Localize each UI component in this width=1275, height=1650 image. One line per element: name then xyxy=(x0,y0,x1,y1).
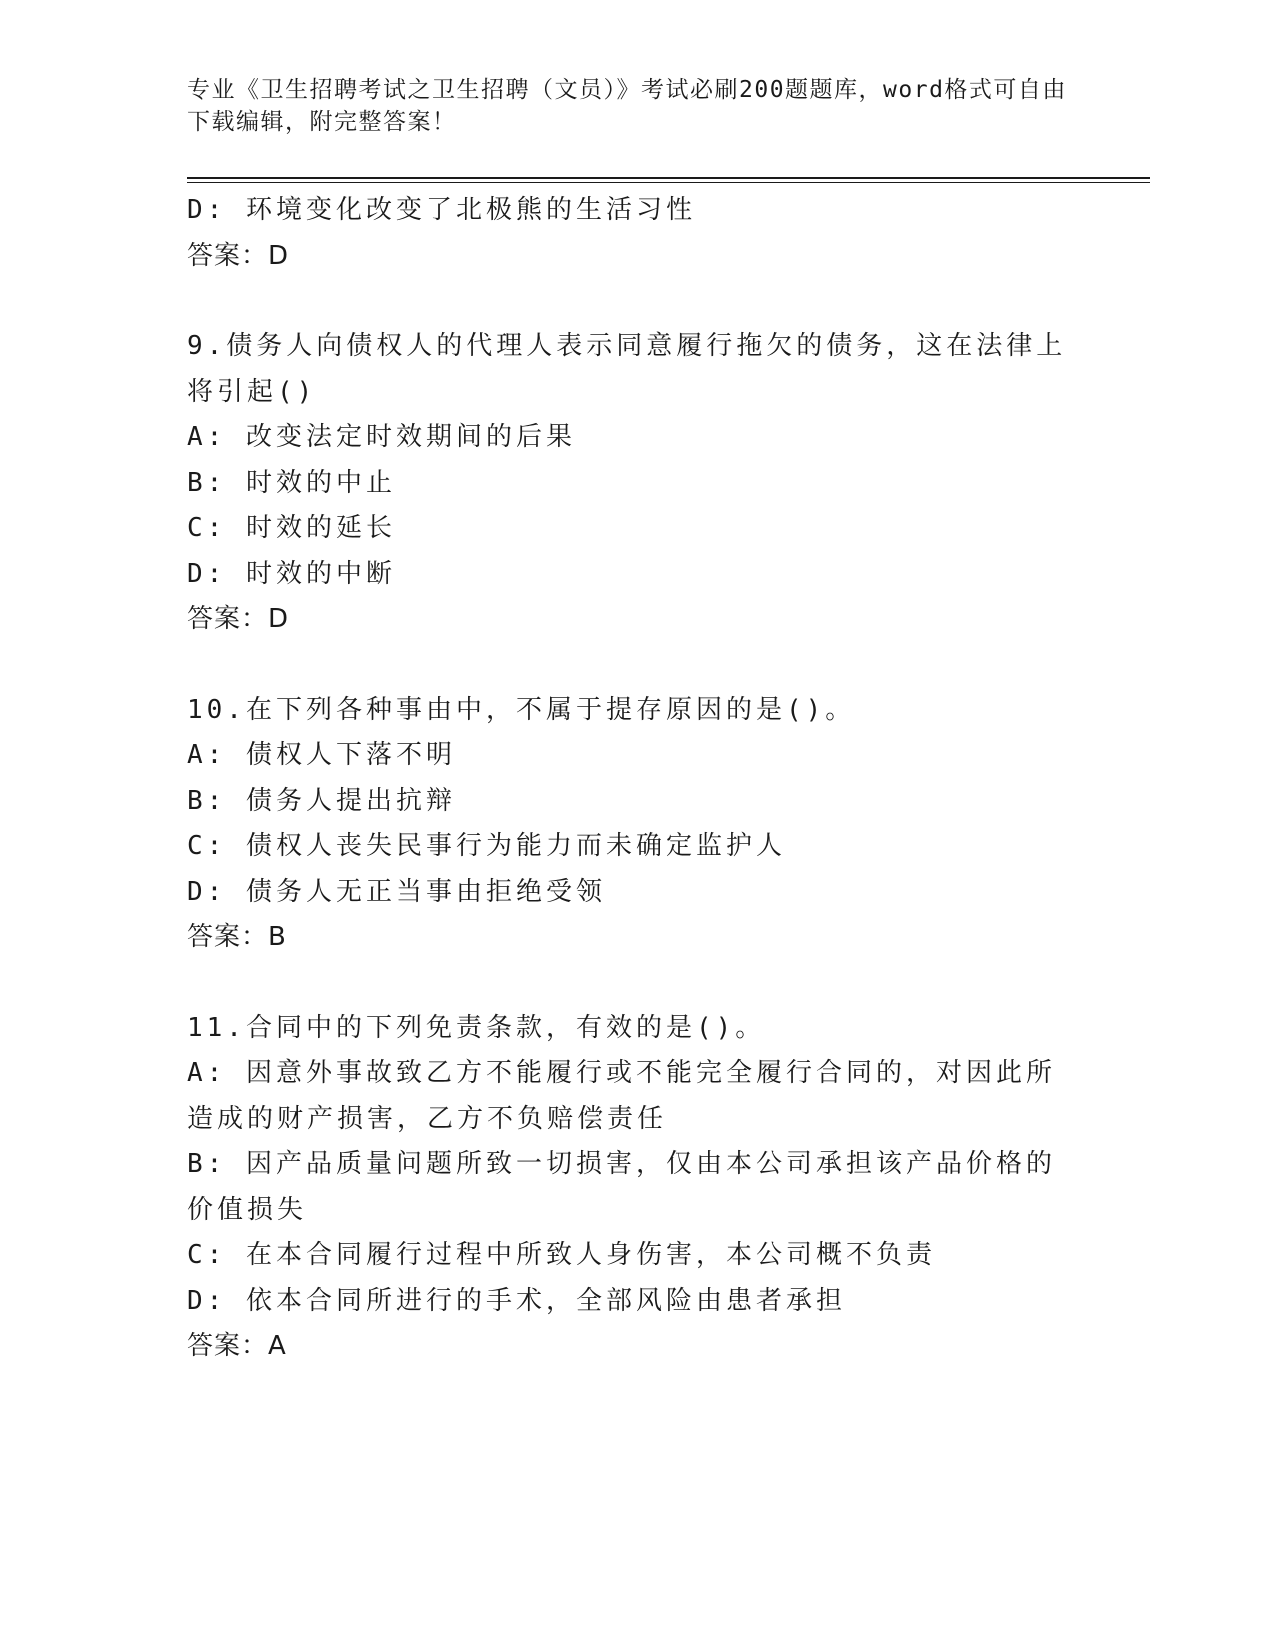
answer: 答案：D xyxy=(187,240,290,271)
option-b: B: 债务人提出抗辩 xyxy=(187,785,456,816)
document-header xyxy=(187,74,1067,138)
header-divider-thin xyxy=(187,182,1150,183)
question-11 xyxy=(187,1006,1077,1370)
option-d: D: 债务人无正当事由拒绝受领 xyxy=(187,876,606,907)
option-d: D: 环境变化改变了北极熊的生活习性 xyxy=(187,195,696,225)
option-c: C: 债权人丧失民事行为能力而未确定监护人 xyxy=(187,831,786,861)
option-b: B: 因产品质量问题所致一切损害，仅由本公司承担该产品价格的价值损失 xyxy=(187,1149,1056,1225)
question-stem: 10.在下列各种事由中，不属于提存原因的是()。 xyxy=(187,694,856,725)
option-a: A: 因意外事故致乙方不能履行或不能完全履行合同的，对因此所造成的财产损害，乙方不负赔偿责任 xyxy=(187,1058,1056,1134)
option-c: C: 在本合同履行过程中所致人身伤害，本公司概不负责 xyxy=(187,1240,936,1270)
answer: 答案：A xyxy=(187,1331,287,1361)
question-stem: 11.合同中的下列免责条款，有效的是()。 xyxy=(187,1012,766,1043)
question-9 xyxy=(187,324,1077,643)
option-a: A: 改变法定时效期间的后果 xyxy=(187,422,576,452)
option-d: D: 依本合同所进行的手术，全部风险由患者承担 xyxy=(187,1285,846,1316)
answer: 答案：D xyxy=(187,604,290,634)
header-text: 专业《卫生招聘考试之卫生招聘（文员）》考试必刷200题题库，word格式可自由下载编辑，附完整答案！ xyxy=(187,77,1067,135)
question-8-fragment xyxy=(187,188,1077,279)
option-a: A: 债权人下落不明 xyxy=(187,740,456,770)
option-c: C: 时效的延长 xyxy=(187,513,396,543)
document-body xyxy=(187,188,1077,1370)
option-d: D: 时效的中断 xyxy=(187,558,396,589)
option-b: B: 时效的中止 xyxy=(187,467,396,498)
header-divider xyxy=(187,177,1150,179)
answer: 答案：B xyxy=(187,922,287,952)
question-10 xyxy=(187,688,1077,961)
question-stem: 9.债务人向债权人的代理人表示同意履行拖欠的债务，这在法律上将引起() xyxy=(187,331,1067,407)
